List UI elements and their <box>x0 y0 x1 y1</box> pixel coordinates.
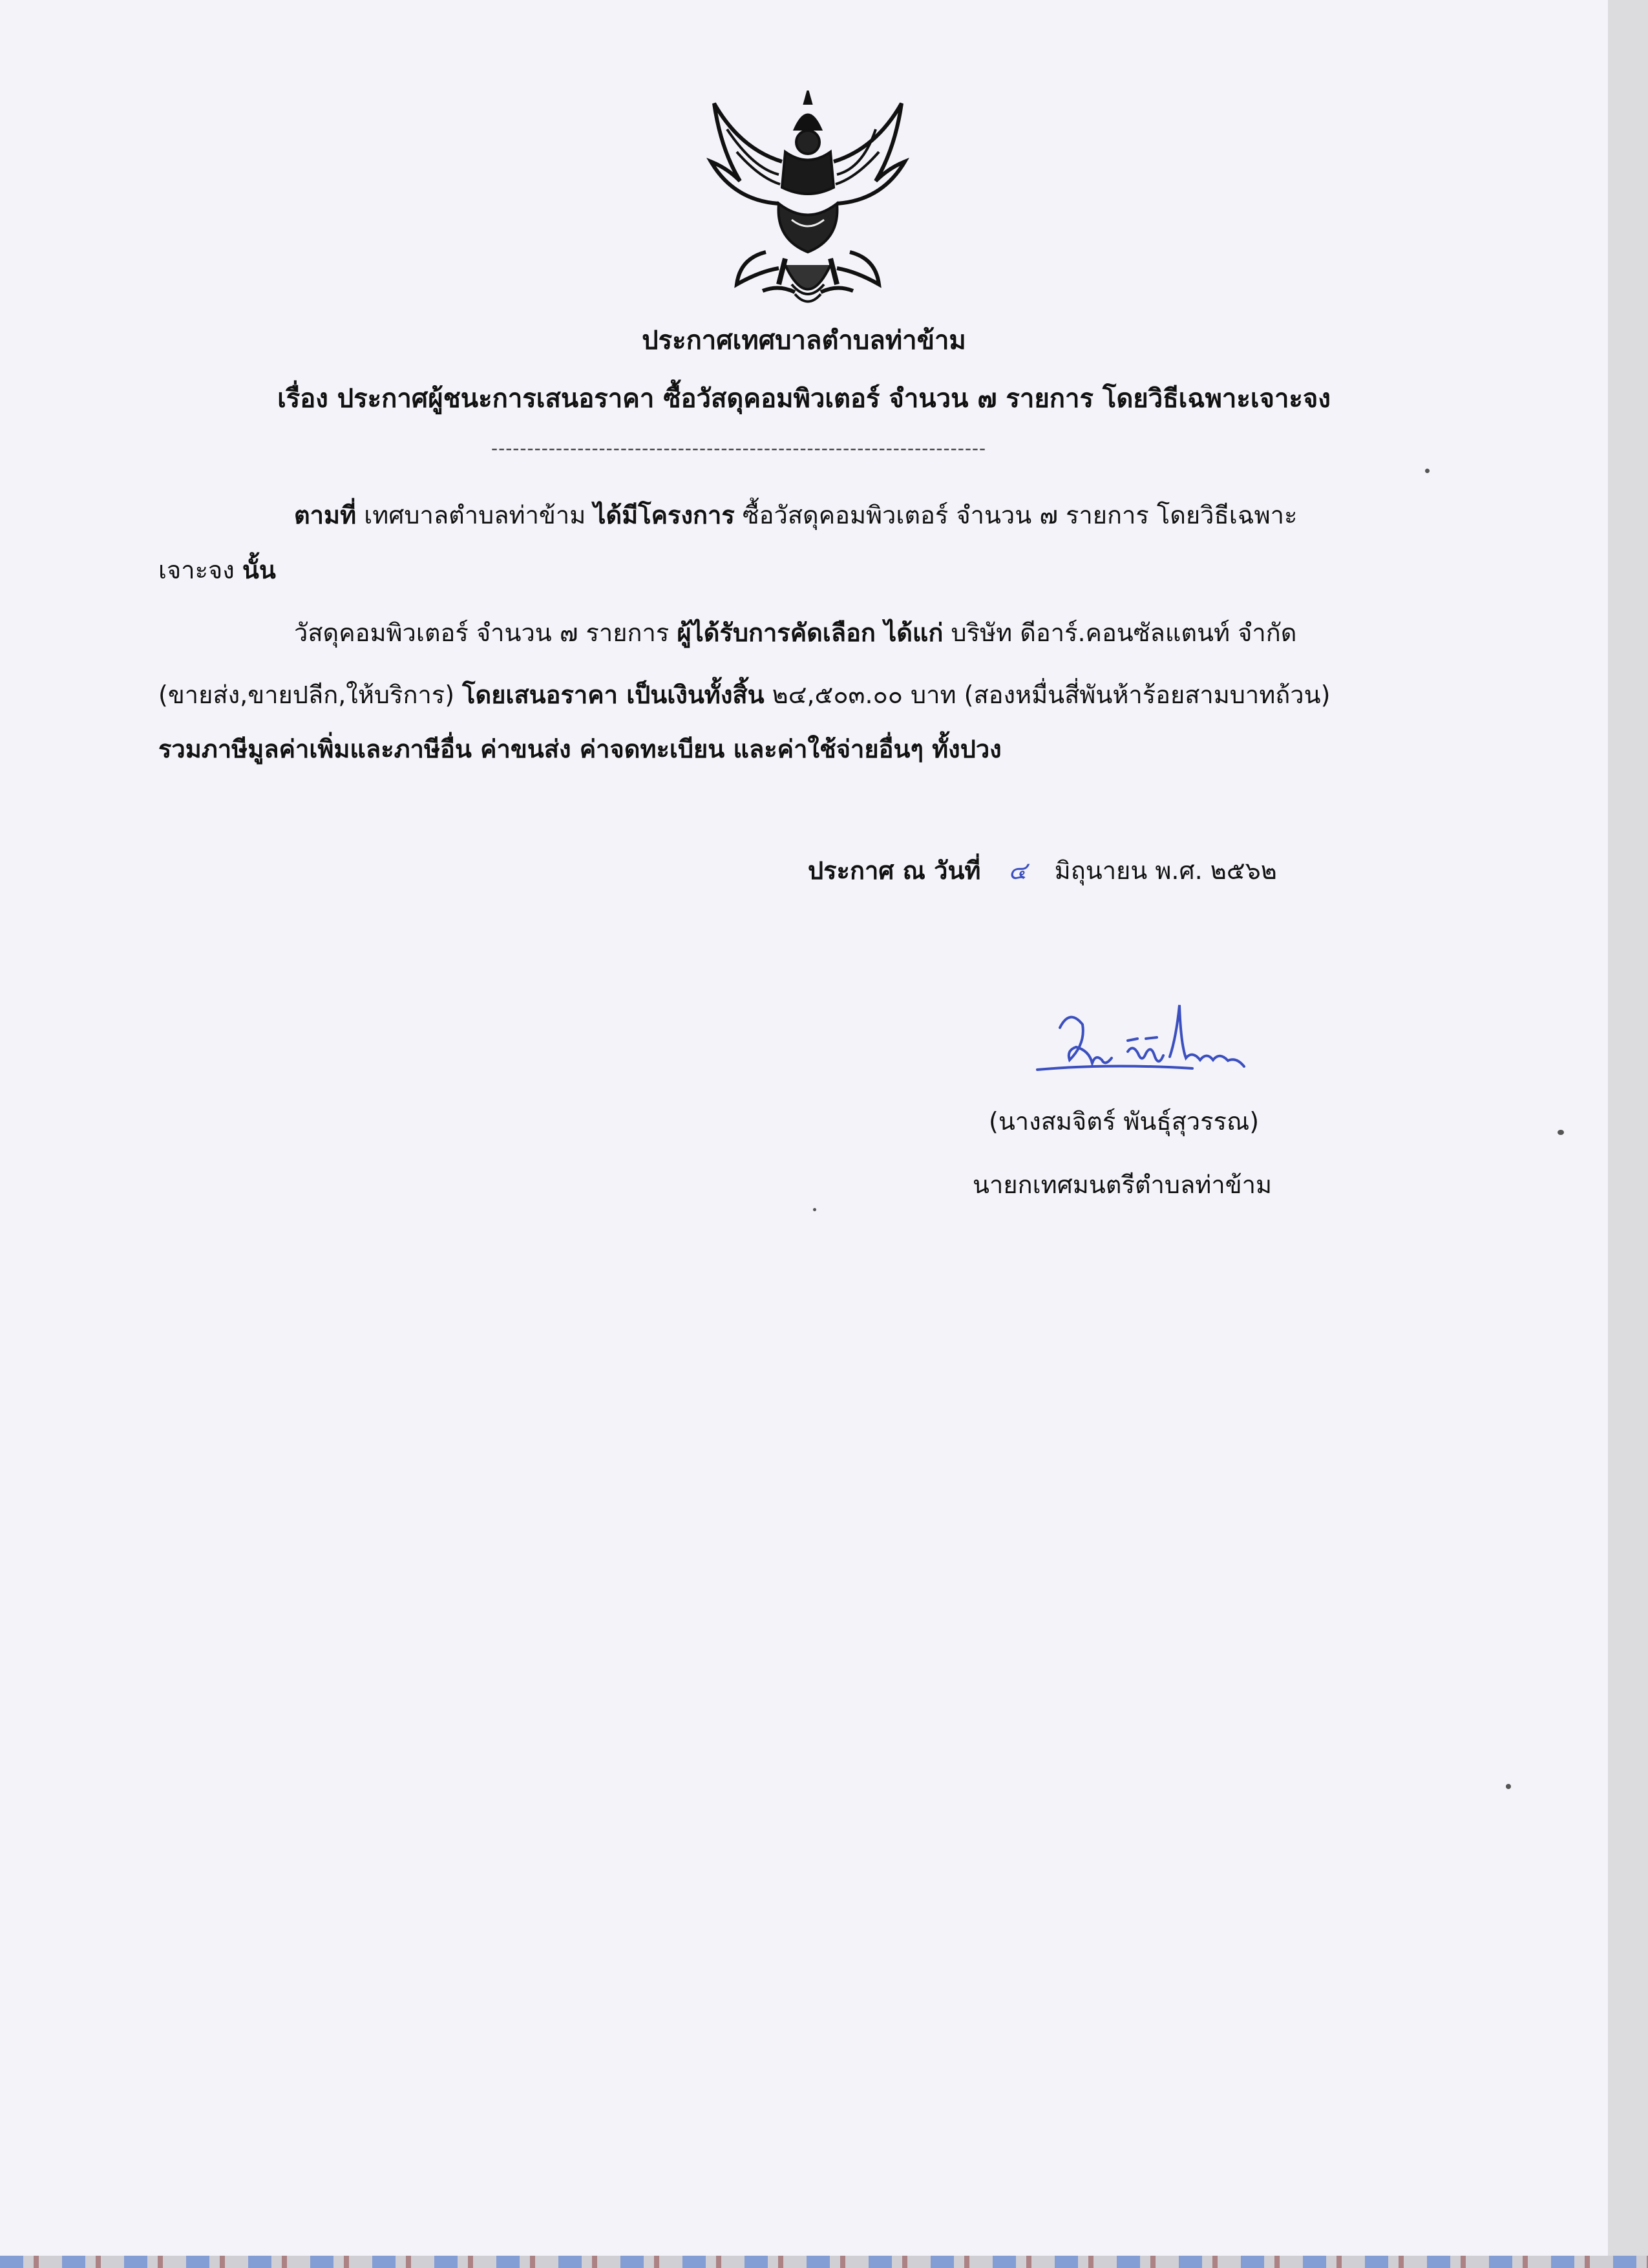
p2-item: วัสดุคอมพิวเตอร์ จำนวน ๗ รายการ <box>294 619 670 647</box>
paragraph-1-line-1 <box>294 498 1297 533</box>
p2-amount-words: (สองหมื่นสี่พันห้าร้อยสามบาทถ้วน) <box>964 681 1331 709</box>
date-label: ประกาศ ณ วันที่ <box>808 856 981 885</box>
scan-speck <box>1506 1784 1511 1789</box>
date-day: ๔ <box>1008 856 1027 885</box>
announcement-date <box>808 853 1277 888</box>
paragraph-2-line-1 <box>294 615 1296 650</box>
p1-bold: ได้มีโครงการ <box>593 501 735 529</box>
announcement-title: ประกาศเทศบาลตำบลท่าข้าม <box>642 326 966 355</box>
paragraph-3 <box>158 732 1002 767</box>
scan-edge-right <box>1608 0 1648 2268</box>
subject-text: ประกาศผู้ชนะการเสนอราคา ซื้อวัสดุคอมพิวเตอร์ จำนวน ๗ รายการ โดยวิธีเฉพาะเจาะจง <box>337 384 1331 414</box>
p2-company: บริษัท ดีอาร์.คอนซัลแตนท์ จำกัด <box>951 619 1297 647</box>
p2-business: (ขายส่ง,ขายปลีก,ให้บริการ) <box>158 681 455 709</box>
p1-rest: ซื้อวัสดุคอมพิวเตอร์ จำนวน ๗ รายการ โดยวิธีเฉพาะ <box>742 501 1298 529</box>
garuda-emblem-icon <box>701 90 914 313</box>
p1-org: เทศบาลตำบลท่าข้าม <box>364 501 586 529</box>
p1-line2: เจาะจง <box>158 556 235 584</box>
paragraph-2-line-2 <box>158 677 1330 712</box>
scan-speck <box>1425 469 1430 473</box>
p2-bold: ผู้ได้รับการคัดเลือก ได้แก่ <box>677 619 944 647</box>
paragraph-1-line-2 <box>158 553 276 588</box>
scan-speck <box>813 1208 816 1211</box>
date-month-year: มิถุนายน พ.ศ. ๒๕๖๒ <box>1054 856 1277 885</box>
signatory-name: (นางสมจิตร์ พันธุ์สุวรรณ) <box>989 1107 1260 1136</box>
signatory-position: นายกเทศมนตรีตำบลท่าข้าม <box>973 1171 1273 1199</box>
p2-amount: ๒๔,๕๐๓.๐๐ บาท <box>772 681 956 709</box>
subject-label: เรื่อง <box>277 384 328 414</box>
header-divider: --------------------------------------------------------------------- <box>491 440 987 458</box>
announcement-subject <box>0 381 1608 416</box>
handwritten-signature <box>1031 999 1263 1096</box>
p3-bold: รวมภาษีมูลค่าเพิ่มและภาษีอื่น ค่าขนส่ง ค่าจดทะเบียน และค่าใช้จ่ายอื่นๆ ทั้งปวง <box>158 735 1002 763</box>
scan-speck <box>1558 1130 1564 1135</box>
p1-end: นั้น <box>242 556 276 584</box>
p1-lead: ตามที่ <box>294 501 357 529</box>
scan-edge-bottom <box>0 2256 1648 2268</box>
p2-offer: โดยเสนอราคา เป็นเงินทั้งสิ้น <box>462 681 765 709</box>
